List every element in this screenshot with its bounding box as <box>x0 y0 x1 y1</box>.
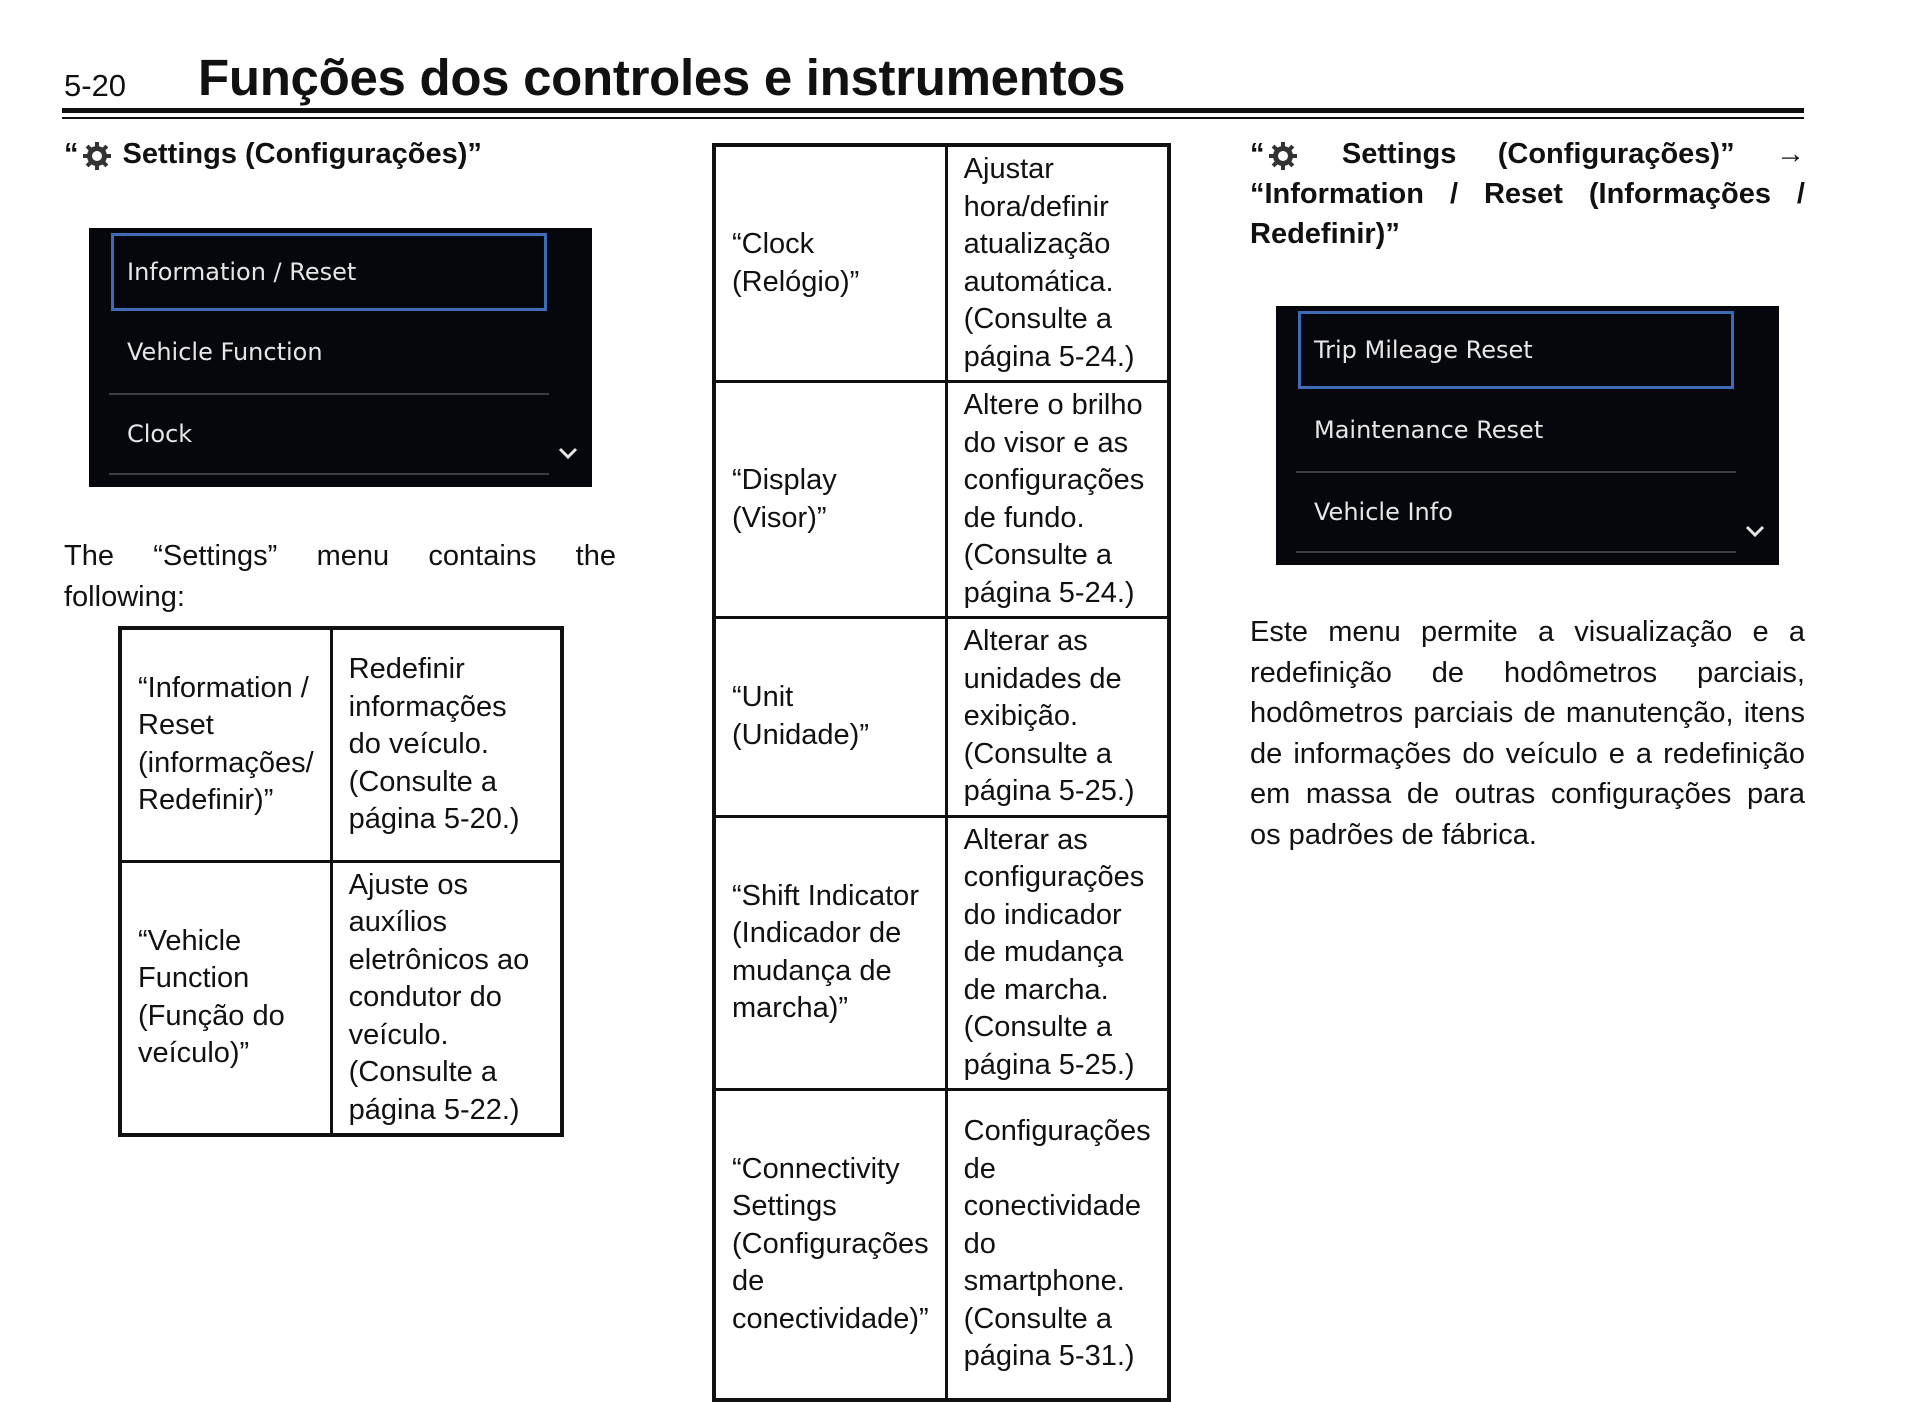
table-cell-description: Redefinir informações do veículo. (Consulte a página 5-20.) <box>331 628 562 861</box>
menu-divider <box>109 473 549 475</box>
table-cell-item: “Vehicle Function (Função do veículo)” <box>120 861 331 1135</box>
table-row <box>714 1090 1169 1400</box>
gear-icon <box>81 140 113 172</box>
table-cell-description: Alterar as unidades de exibição. (Consulte a página 5-25.) <box>946 618 1169 817</box>
menu-item-vehicle-function[interactable]: Vehicle Function <box>127 338 323 366</box>
heading-text: Settings (Configurações)” → “Information / Reset (Informações / Redefinir)” <box>1250 138 1805 250</box>
menu-item-clock[interactable]: Clock <box>127 420 193 448</box>
table-cell-item: “Clock (Relógio)” <box>714 145 946 382</box>
table-cell-description: Ajuste os auxílios eletrônicos ao condutor do veículo. (Consulte a página 5-22.) <box>331 861 562 1135</box>
menu-item-vehicle-info[interactable]: Vehicle Info <box>1314 498 1453 526</box>
table-cell-description: Configurações de conectividade do smartphone. (Consulte a página 5-31.) <box>946 1090 1169 1400</box>
heading-quote: “ <box>1250 138 1265 170</box>
intro-paragraph: The “Settings” menu contains the following: <box>64 540 616 613</box>
information-reset-screen <box>1276 306 1779 565</box>
settings-table-1 <box>118 626 564 1137</box>
page-number: 5-20 <box>64 68 127 103</box>
settings-heading <box>64 134 482 174</box>
table-cell-item: “Connectivity Settings (Configurações de conectividade)” <box>714 1090 946 1400</box>
header-rule <box>62 108 1804 113</box>
header-rule-thin <box>62 117 1804 119</box>
chevron-down-icon[interactable] <box>1743 519 1767 543</box>
chevron-down-icon[interactable] <box>556 441 580 465</box>
table-cell-description: Alterar as configurações do indicador de mudança de marcha. (Consulte a página 5-25.) <box>946 816 1169 1090</box>
table-cell-item: “Information / Reset (informações/ Redefinir)” <box>120 628 331 861</box>
heading-text: Settings (Configurações)” <box>114 138 482 170</box>
menu-divider <box>1296 551 1736 553</box>
table-row <box>120 628 562 861</box>
table-row <box>714 816 1169 1090</box>
settings-table-2 <box>712 143 1171 1402</box>
table-row <box>714 382 1169 618</box>
gear-icon <box>1267 140 1299 172</box>
menu-item-information-reset[interactable]: Information / Reset <box>111 233 547 311</box>
page-title: Funções dos controles e instrumentos <box>198 49 1126 106</box>
table-row <box>714 145 1169 382</box>
table-cell-description: Altere o brilho do visor e as configurações de fundo. (Consulte a página 5-24.) <box>946 382 1169 618</box>
menu-item-trip-mileage-reset[interactable]: Trip Mileage Reset <box>1298 311 1734 389</box>
menu-item-maintenance-reset[interactable]: Maintenance Reset <box>1314 416 1544 444</box>
table-cell-item: “Unit (Unidade)” <box>714 618 946 817</box>
heading-quote: “ <box>64 138 79 170</box>
information-reset-description: Este menu permite a visualização e a redefinição de hodômetros parciais, hodômetros parciais de manutenção, itens de informações do veículo e a redefinição em massa de outras configurações para os padrões de fábrica. <box>1250 616 1805 851</box>
table-row <box>714 618 1169 817</box>
settings-menu-screen <box>89 228 592 487</box>
table-cell-description: Ajustar hora/definir atualização automática. (Consulte a página 5-24.) <box>946 145 1169 382</box>
table-row <box>120 861 562 1135</box>
table-cell-item: “Shift Indicator (Indicador de mudança de marcha)” <box>714 816 946 1090</box>
table-cell-item: “Display (Visor)” <box>714 382 946 618</box>
information-reset-heading <box>1250 134 1805 254</box>
